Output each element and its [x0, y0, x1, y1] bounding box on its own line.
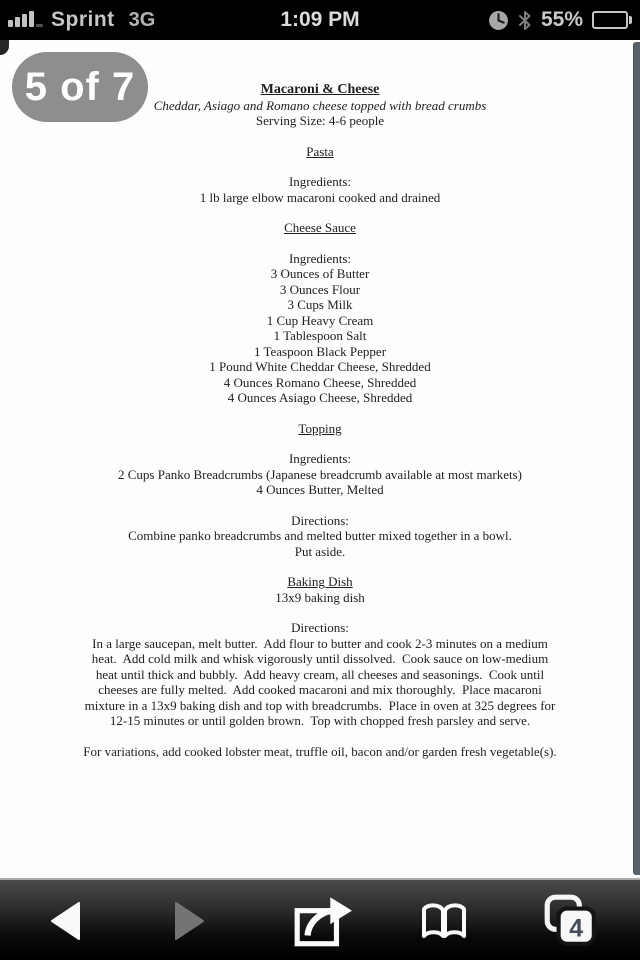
- recipe-line: 1 Pound White Cheddar Cheese, Shredded: [209, 359, 431, 374]
- recipe-line: 4 Ounces Butter, Melted: [256, 482, 384, 497]
- recipe-subtitle: Cheddar, Asiago and Romano cheese topped with bread crumbs: [153, 97, 487, 113]
- recipe-line: 4 Ounces Romano Cheese, Shredded: [223, 374, 417, 390]
- share-button[interactable]: [284, 886, 360, 956]
- recipe-gap: [80, 236, 560, 251]
- recipe-gap: [80, 406, 560, 421]
- recipe-content: [80, 40, 560, 759]
- recipe-line: 13x9 baking dish: [275, 589, 365, 605]
- recipe-line: Ingredients:: [288, 451, 352, 466]
- pages-stack-icon: [541, 892, 599, 950]
- open-book-icon: [420, 901, 468, 941]
- recipe-gap: [80, 729, 560, 744]
- recipe-line: Directions:: [291, 620, 349, 635]
- recipe-heading: Topping: [298, 420, 342, 436]
- alarm-clock-icon: [488, 10, 509, 31]
- recipe-line: 1 lb large elbow macaroni cooked and drained: [199, 189, 441, 205]
- bookmarks-button[interactable]: [406, 886, 482, 956]
- recipe-gap: [80, 436, 560, 451]
- recipe-heading: Baking Dish: [287, 574, 353, 589]
- recipe-line: 1 Teaspoon Black Pepper: [253, 343, 387, 359]
- browser-toolbar: [0, 878, 640, 960]
- recipe-line: 3 Ounces of Butter: [270, 266, 370, 281]
- recipe-line: 3 Ounces Flour: [279, 281, 361, 297]
- recipe-line: 1 Tablespoon Salt: [273, 328, 367, 343]
- recipe-line: Serving Size: 4-6 people: [255, 113, 385, 128]
- signal-strength-icon: [8, 11, 43, 29]
- recipe-gap: [80, 559, 560, 574]
- pages-count-badge: 4: [569, 915, 584, 943]
- document-page-view[interactable]: [0, 40, 640, 878]
- page-curl-corner: [0, 40, 9, 55]
- recipe-gap: [80, 129, 560, 144]
- forward-arrow-icon: [174, 901, 206, 941]
- page-indicator-badge: 5 of 7: [12, 52, 148, 122]
- battery-percent-label: 55%: [540, 8, 583, 31]
- recipe-heading: Cheese Sauce: [284, 220, 356, 235]
- recipe-line: Ingredients:: [288, 250, 352, 266]
- vertical-scrollbar[interactable]: [633, 42, 640, 875]
- share-icon: [291, 894, 353, 948]
- recipe-para: For variations, add cooked lobster meat, truffle oil, bacon and/or garden fresh vegetable(s).: [83, 743, 557, 759]
- network-type-label: 3G: [128, 8, 156, 31]
- recipe-line: 4 Ounces Asiago Cheese, Shredded: [227, 390, 413, 405]
- forward-button[interactable]: [152, 886, 228, 956]
- carrier-label: Sprint: [51, 8, 115, 31]
- back-arrow-icon: [49, 901, 81, 941]
- recipe-line: Put aside.: [294, 543, 346, 559]
- recipe-line: Directions:: [291, 512, 349, 528]
- recipe-para: In a large saucepan, melt butter. Add flour to butter and cook 2-3 minutes on a medium heat. Add cold milk and whisk vigorously until dissolved. Cook sauce on low-medium heat until thick and bubbly. Add heavy cream, all cheeses and seasonings. Cook until cheeses are fully melted. Add cooked macaroni and mix thoroughly. Place macaroni mixture in a 13x9 baking dish and top with breadcrumbs. Place in oven at 325 degrees for 12-15 minutes or until golden brown. Top with chopped fresh parsley and serve.: [84, 635, 559, 728]
- back-button[interactable]: [27, 886, 103, 956]
- recipe-line: Combine panko breadcrumbs and melted butter mixed together in a bowl.: [128, 528, 512, 543]
- recipe-gap: [80, 605, 560, 620]
- recipe-heading: Pasta: [306, 143, 334, 159]
- recipe-title: Macaroni & Cheese: [260, 82, 380, 97]
- status-clock-text: 1:09 PM: [280, 8, 360, 31]
- recipe-line: 2 Cups Panko Breadcrumbs (Japanese breadcrumb available at most markets): [118, 466, 522, 482]
- recipe-line: Ingredients:: [288, 174, 352, 189]
- recipe-line: 3 Cups Milk: [287, 297, 353, 312]
- status-bar: [0, 0, 640, 40]
- battery-icon: [592, 11, 632, 29]
- recipe-gap: [80, 205, 560, 220]
- bluetooth-icon: [518, 10, 532, 31]
- recipe-gap: [80, 159, 560, 174]
- pages-button[interactable]: [532, 886, 608, 956]
- recipe-line: 1 Cup Heavy Cream: [266, 312, 374, 328]
- recipe-gap: [80, 498, 560, 513]
